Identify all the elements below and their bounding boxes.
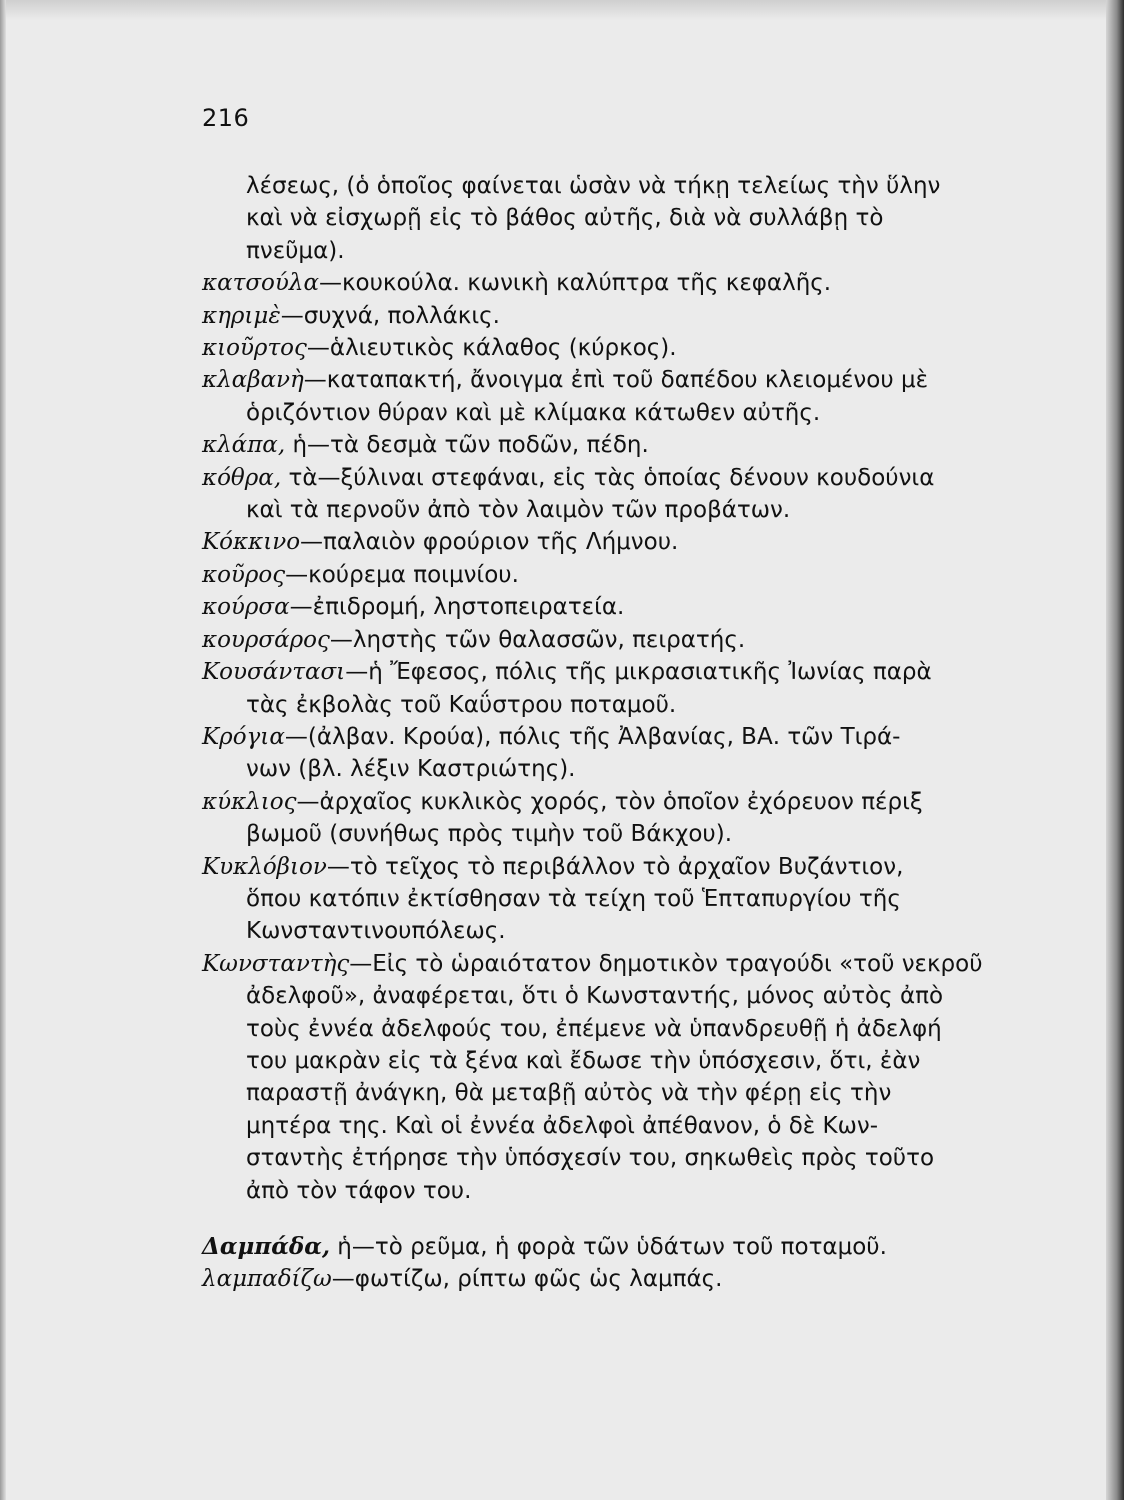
entry-term: κουρσάρος — [202, 626, 330, 653]
entry-term: Κόκκινο — [202, 529, 301, 556]
entry-term: κοῦρος — [202, 561, 286, 588]
page-top-shadow — [0, 0, 1124, 20]
entry-line — [202, 948, 1068, 980]
glossary-entry-lampadizo — [202, 1263, 1068, 1295]
entry-definition: —ληστὴς τῶν θαλασσῶν, πειρατής. — [329, 626, 746, 653]
entry-line: τοὺς ἐννέα ἀδελφούς του, ἐπέμενε νὰ ὑπανδρευθῇ ἡ ἀδελφή — [246, 1015, 942, 1042]
entry-definition: ἡ—τὰ δεσμὰ τῶν ποδῶν, πέδη. — [285, 432, 649, 459]
entry-term: Κυκλόβιον — [202, 853, 327, 880]
entry-definition: —τὸ τεῖχος τὸ περιβάλλον τὸ ἀρχαῖον Βυζάντιον, — [326, 853, 904, 880]
page-left-edge — [0, 0, 6, 1500]
entry-definition: —ἀρχαῖος κυκλικὸς χορός, τὸν ὁποῖον ἐχόρευον πέριξ — [296, 788, 923, 815]
entry-line — [202, 656, 1068, 688]
entry-term: λαμπαδίζω — [202, 1266, 332, 1293]
entry-definition: —ἡ Ἔφεσος, πόλις τῆς μικρασιατικῆς Ἰωνίας παρὰ — [345, 659, 932, 686]
glossary-entry-kousantasi — [202, 656, 1068, 721]
entry-line — [202, 364, 1068, 396]
entry-term: Κρόγια — [202, 723, 285, 750]
page-number: 216 — [202, 104, 250, 132]
glossary-entry-kiourtos — [202, 332, 1068, 364]
glossary-entry-konstantis — [202, 948, 1068, 1207]
entry-definition: τὰ—ξύλιναι στεφάναι, εἰς τὰς ὁποίας δένουν κουδούνια — [281, 464, 935, 491]
glossary-entry-krogia — [202, 721, 1068, 786]
glossary-entry-koursaros — [202, 624, 1068, 656]
entry-line — [202, 721, 1068, 753]
glossary-entry-kyklios — [202, 786, 1068, 851]
entry-line — [202, 591, 1068, 623]
entry-line — [202, 851, 1068, 883]
entry-term: κύκλιος — [202, 788, 297, 815]
entry-line: παραστῇ ἀνάγκη, θὰ μεταβῇ αὐτὸς νὰ τὴν φέρῃ εἰς τὴν — [246, 1080, 892, 1107]
entry-definition: —παλαιὸν φρούριον τῆς Λήμνου. — [300, 529, 679, 556]
entry-line: νων (βλ. λέξιν Καστριώτης). — [246, 756, 576, 783]
entry-line: ὅπου κατόπιν ἐκτίσθησαν τὰ τείχη τοῦ Ἑπταπυργίου τῆς — [246, 885, 901, 912]
entry-definition: —Εἰς τὸ ὡραιότατον δημοτικὸν τραγούδι «τοῦ νεκροῦ — [349, 950, 983, 977]
entry-term: κιοῦρτος — [202, 335, 307, 362]
entry-line — [202, 624, 1068, 656]
book-spine-shadow — [1106, 0, 1124, 1500]
entry-term: Κωνσταντὴς — [202, 950, 350, 977]
entry-line — [202, 1263, 1068, 1295]
entry-line — [202, 429, 1068, 461]
entry-line — [202, 267, 1068, 299]
entry-definition: ἡ—τὸ ρεῦμα, ἡ φορὰ τῶν ὑδάτων τοῦ ποταμοῦ. — [329, 1234, 887, 1260]
entry-term: κόθρα, — [202, 464, 282, 491]
entry-definition: —κούρεμα ποιμνίου. — [285, 561, 519, 588]
entry-line: μητέρα της. Καὶ οἱ ἐννέα ἀδελφοὶ ἀπέθανον, ὁ δὲ Κων- — [246, 1112, 879, 1139]
entry-line — [202, 786, 1068, 818]
glossary-entry-klavani — [202, 364, 1068, 429]
entry-line: καὶ τὰ περνοῦν ἀπὸ τὸν λαιμὸν τῶν προβάτων. — [246, 497, 791, 524]
glossary-entry-koursa — [202, 591, 1068, 623]
glossary-entry-kothra — [202, 462, 1068, 527]
glossary-text — [202, 170, 1068, 1296]
glossary-entry-kouros — [202, 559, 1068, 591]
entry-term: Κουσάντασι — [202, 659, 346, 686]
entry-definition: —ἁλιευτικὸς κάλαθος (κύρκος). — [306, 335, 677, 362]
entry-definition: —κουκούλα. κωνικὴ καλύπτρα τῆς κεφαλῆς. — [318, 270, 832, 297]
entry-definition: —φωτίζω, ρίπτω φῶς ὡς λαμπάς. — [331, 1266, 723, 1293]
entry-definition: —(ἀλβαν. Κρούα), πόλις τῆς Ἀλβανίας, ΒΑ. τῶν Τιρά- — [284, 723, 901, 750]
entry-line: ἀδελφοῦ», ἀναφέρεται, ὅτι ὁ Κωνσταντής, μόνος αὐτὸς ἀπὸ — [246, 983, 944, 1010]
entry-definition: —καταπακτή, ἄνοιγμα ἐπὶ τοῦ δαπέδου κλειομένου μὲ — [303, 367, 929, 394]
glossary-entry-kerime — [202, 300, 1068, 332]
entry-line: λέσεως, (ὁ ὁποῖος φαίνεται ὡσὰν νὰ τήκῃ τελείως τὴν ὕλην — [246, 173, 941, 199]
entry-line — [202, 332, 1068, 364]
entry-line: ἀπὸ τὸν τάφον του. — [246, 1177, 472, 1204]
entry-term: κλαβανὴ — [202, 367, 304, 394]
entry-line: ὁριζόντιον θύραν καὶ μὲ κλίμακα κάτωθεν αὐτῆς. — [246, 399, 821, 426]
entry-line: σταντὴς ἐτήρησε τὴν ὑπόσχεσίν του, σηκωθεὶς πρὸς τοῦτο — [246, 1145, 935, 1172]
section-gap — [202, 1207, 1068, 1231]
entry-line — [202, 1231, 1068, 1263]
entry-line — [202, 526, 1068, 558]
entry-line: τὰς ἐκβολὰς τοῦ Καΰστρου ποταμοῦ. — [246, 691, 677, 718]
entry-line: βωμοῦ (συνήθως πρὸς τιμὴν τοῦ Βάκχου). — [246, 821, 732, 848]
glossary-entry-kokkino — [202, 526, 1068, 558]
entry-line: Κωνσταντινουπόλεως. — [246, 918, 506, 945]
entry-line: του μακρὰν εἰς τὰ ξένα καὶ ἔδωσε τὴν ὑπόσχεσιν, ὅτι, ἐὰν — [246, 1047, 921, 1074]
entry-term: κλάπα, — [202, 432, 286, 459]
entry-term: κατσούλα — [202, 270, 319, 297]
entry-term: κούρσα — [202, 594, 290, 621]
entry-definition: —συχνά, πολλάκις. — [280, 302, 500, 329]
entry-term: κηριμὲ — [202, 302, 281, 329]
entry-line — [202, 559, 1068, 591]
entry-line — [202, 462, 1068, 494]
glossary-entry-continued — [202, 170, 1068, 267]
entry-term: Δαμπάδα, — [202, 1233, 330, 1260]
entry-line: καὶ νὰ εἰσχωρῇ εἰς τὸ βάθος αὐτῆς, διὰ νὰ συλλάβῃ τὸ — [246, 205, 884, 232]
entry-line — [202, 300, 1068, 332]
entry-line: πνεῦμα). — [246, 237, 345, 264]
glossary-entry-kyklovion — [202, 851, 1068, 948]
glossary-entry-lampada — [202, 1231, 1068, 1263]
entry-definition: —ἐπιδρομή, ληστοπειρατεία. — [289, 594, 625, 621]
glossary-entry-klapa — [202, 429, 1068, 461]
glossary-entry-katsoula — [202, 267, 1068, 299]
